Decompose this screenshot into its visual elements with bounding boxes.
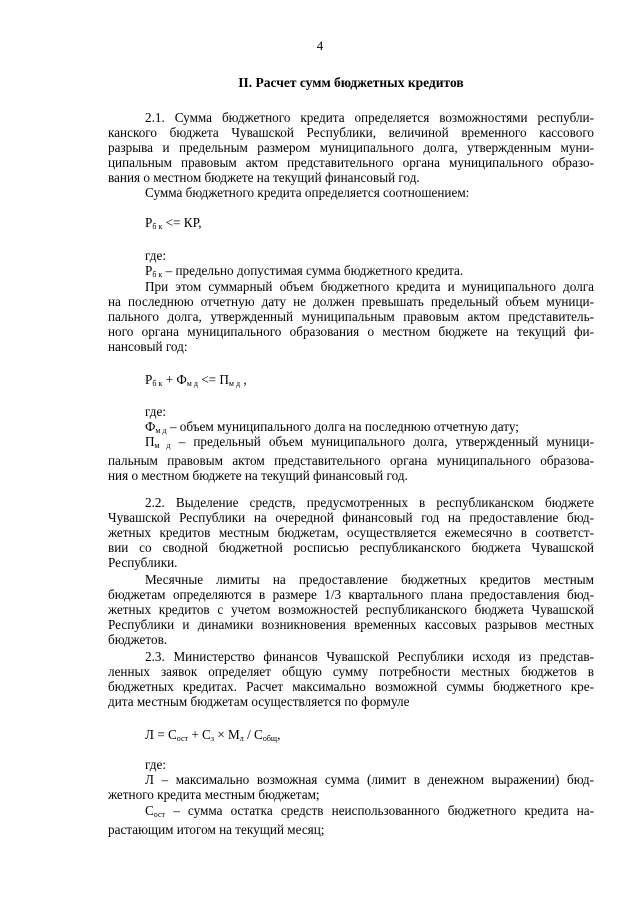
text-line: Республики. <box>108 555 178 570</box>
definition-l <box>108 772 594 802</box>
text-line: на последнюю отчетную дату не должен превышать предельный объем муници- <box>108 294 594 309</box>
formula-subscript: л <box>239 734 244 743</box>
paragraph-volume <box>108 279 594 354</box>
formula-subscript: б к <box>152 379 163 388</box>
text-line: ленных заявок определяет общую сумму потребности местных бюджетов в <box>108 664 594 679</box>
text-line: бюджетных кредитах. Расчет максимально возможной суммы бюджетного кре- <box>108 679 594 694</box>
formula-subscript: м д <box>186 379 198 388</box>
formula-2 <box>145 372 247 391</box>
formula-operator: + С <box>188 727 211 742</box>
formula-operator: <= П <box>197 372 229 387</box>
formula-symbol: Л = С <box>145 727 177 742</box>
text-line: ципальным правовым актом представительного органа муниципального образо- <box>108 155 594 170</box>
def-text: – объем муниципального долга на последнюю отчетную дату; <box>166 419 519 434</box>
paragraph-2-3 <box>108 649 594 709</box>
text-line: Месячные лимиты на предоставление бюджетных кредитов местным <box>145 572 594 587</box>
text-line: ния о местном бюджете на текущий финансовый год. <box>108 468 408 483</box>
formula-subscript: б к <box>152 222 163 231</box>
text-line: бюджетам определяются в размере 1/3 квартального плана предоставления бюд- <box>108 587 594 602</box>
text-line: жетного кредита местным бюджетам; <box>108 787 320 802</box>
def-text: – сумма остатка средств неиспользованного бюджетного кредита на- <box>165 803 594 818</box>
text-line: нансовый год: <box>108 339 188 354</box>
formula-subscript: ост <box>176 734 189 743</box>
text-line <box>108 434 594 453</box>
text-line: 2.1. Сумма бюджетного кредита определяется возможностями республи- <box>145 110 594 125</box>
text-line: разрыва и предельным размером муниципального долга, утвержденным муни- <box>108 140 594 155</box>
def-subscript: ост <box>153 810 166 819</box>
text-line: 2.2. Выделение средств, предусмотренных в республиканском бюджете <box>145 495 594 510</box>
formula-end: , <box>240 372 247 387</box>
formula-rest: <= КР, <box>162 215 202 230</box>
formula-operator: × М <box>214 727 240 742</box>
def-symbol: Р <box>145 263 153 278</box>
text-line: Чувашской Республики на очередной финансовый год на предоставление бюд- <box>108 510 594 525</box>
where-label-2: где: <box>145 404 166 419</box>
definition-pmd <box>108 434 594 483</box>
formula-end: , <box>277 727 281 742</box>
text-line: При этом суммарный объем бюджетного кредита и муниципального долга <box>145 279 594 294</box>
def-symbol: Ф <box>145 419 156 434</box>
def-subscript: б к <box>152 270 163 279</box>
formula-subscript: м д <box>228 379 241 388</box>
def-subscript: м д <box>155 426 167 435</box>
text-line: Республики и динамики возникновения временных кассовых разрывов местных <box>108 617 594 632</box>
formula-1 <box>145 215 202 234</box>
formula-operator: / С <box>243 727 263 742</box>
paragraph-monthly-limits <box>108 572 594 647</box>
formula-subscript: общ <box>262 734 278 743</box>
section-title: II. Расчет сумм бюджетных кредитов <box>238 75 464 90</box>
where-label-1: где: <box>145 248 166 263</box>
text-line: Сумма бюджетного кредита определяется соотношением: <box>145 185 470 200</box>
formula-subscript: з <box>210 734 215 743</box>
formula-symbol: Р <box>145 372 153 387</box>
text-line: пального долга, утвержденный муниципальным правовым актом представитель- <box>108 309 594 324</box>
text-line <box>108 803 594 822</box>
paragraph-2-2 <box>108 495 594 570</box>
text-line: 2.3. Министерство финансов Чувашской Республики исходя из представ- <box>145 649 594 664</box>
text-line: дита местным бюджетам осуществляется по формуле <box>108 694 410 709</box>
text-line: пальным правовым актом представительного органа муниципального образова- <box>108 453 594 468</box>
def-subscript: м д <box>154 441 171 450</box>
def-symbol: С <box>145 803 154 818</box>
text-line: растающим итогом на текущий месяц; <box>108 822 325 837</box>
text-line: жетных кредитов местным бюджетам, осуществляется ежемесячно в соответст- <box>108 525 594 540</box>
text-line: бюджетов. <box>108 632 168 647</box>
def-text: – предельный объем муниципального долга, утвержденный муници- <box>170 434 595 449</box>
def-symbol: П <box>145 434 155 449</box>
formula-symbol: Р <box>145 215 153 230</box>
where-label-3: где: <box>145 757 166 772</box>
formula-3 <box>145 727 280 746</box>
text-line: канского бюджета Чувашской Республики, величиной временного кассового <box>108 125 594 140</box>
paragraph-2-1 <box>108 110 594 200</box>
text-line: жетных кредитов с учетом возможностей республиканского бюджета Чувашской <box>108 602 594 617</box>
formula-operator: + Ф <box>162 372 187 387</box>
text-line: Л – максимально возможная сумма (лимит в денежном выражении) бюд- <box>145 772 594 787</box>
definition-sost <box>108 803 594 837</box>
page-number: 4 <box>316 38 324 53</box>
text-line: ного органа муниципального образования о местном бюджете на текущий фи- <box>108 324 594 339</box>
text-line: вии со сводной бюджетной росписью республиканского бюджета Чувашской <box>108 540 594 555</box>
text-line: вания о местном бюджете на текущий финансовый год. <box>108 170 420 185</box>
def-text: – предельно допустимая сумма бюджетного кредита. <box>162 263 464 278</box>
